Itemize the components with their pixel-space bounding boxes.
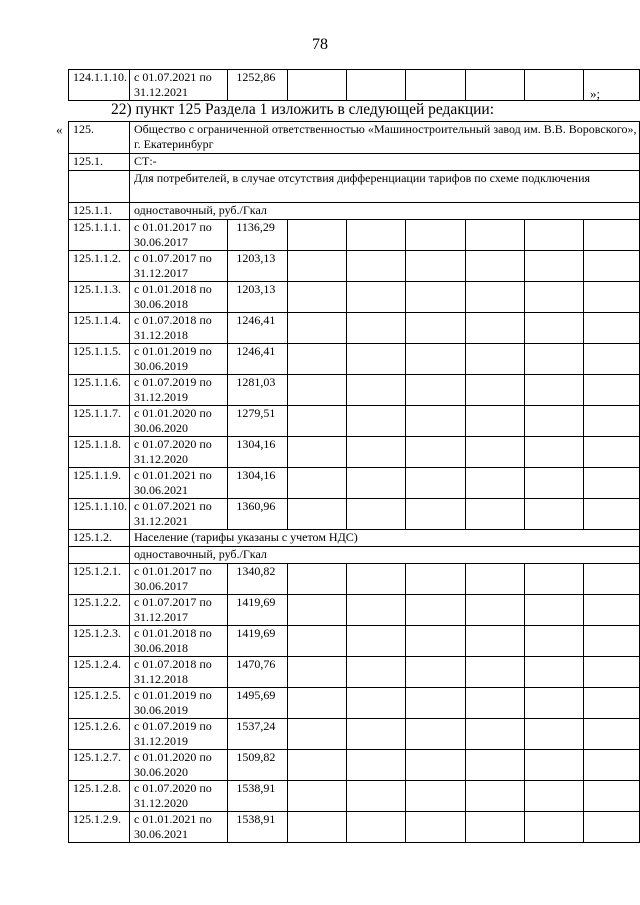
- empty-cell: [583, 344, 639, 375]
- empty-cell: [288, 375, 347, 406]
- empty-cell: [406, 406, 465, 437]
- period-cell: с 01.07.2021 по 31.12.2021: [130, 70, 228, 101]
- single-rate-row: [69, 547, 640, 564]
- empty-cell: [465, 437, 524, 468]
- row-number: 125.1.1.: [69, 203, 130, 220]
- empty-cell: [406, 375, 465, 406]
- table-row: [69, 468, 640, 499]
- row-number: 125.1.1.4.: [69, 313, 130, 344]
- empty-cell: [288, 812, 347, 843]
- empty-cell: [406, 220, 465, 251]
- empty-cell: [524, 282, 583, 313]
- empty-cell: [465, 595, 524, 626]
- tariff-value: 1203,13: [228, 282, 288, 313]
- table-row: [69, 437, 640, 468]
- empty-cell: [347, 812, 406, 843]
- empty-cell: [288, 437, 347, 468]
- row-number: 125.1.2.2.: [69, 595, 130, 626]
- empty-cell: [347, 595, 406, 626]
- empty-cell: [465, 719, 524, 750]
- empty-cell: [288, 781, 347, 812]
- empty-cell: [347, 468, 406, 499]
- empty-cell: [465, 282, 524, 313]
- row-number: 125.1.2.9.: [69, 812, 130, 843]
- period-cell: с 01.01.2018 по 30.06.2018: [130, 626, 228, 657]
- empty-cell: [465, 375, 524, 406]
- row-number: 125.1.2.8.: [69, 781, 130, 812]
- empty-cell: [465, 781, 524, 812]
- row-number: 125.1.1.8.: [69, 437, 130, 468]
- period-cell: с 01.01.2021 по 30.06.2021: [130, 812, 228, 843]
- table-row: [69, 626, 640, 657]
- empty-cell: [524, 688, 583, 719]
- single-rate-label: одноставочный, руб./Гкал: [130, 203, 640, 220]
- empty-cell: [288, 313, 347, 344]
- tariff-value: 1538,91: [228, 812, 288, 843]
- empty-cell: [583, 781, 639, 812]
- empty-cell: [406, 282, 465, 313]
- tariff-value: 1470,76: [228, 657, 288, 688]
- row-number: 125.1.1.10.: [69, 499, 130, 530]
- row-number: 125.1.1.5.: [69, 344, 130, 375]
- table-row: [69, 781, 640, 812]
- empty-cell: [583, 719, 639, 750]
- empty-cell: [347, 437, 406, 468]
- empty-cell: [583, 564, 639, 595]
- page-number: 78: [312, 36, 328, 53]
- row-number: 125.1.2.4.: [69, 657, 130, 688]
- empty-cell: [583, 657, 639, 688]
- empty-cell: [406, 626, 465, 657]
- empty-cell: [524, 499, 583, 530]
- empty-cell: [524, 375, 583, 406]
- empty-cell: [288, 688, 347, 719]
- empty-cell: [406, 437, 465, 468]
- empty-cell: [347, 220, 406, 251]
- row-number: 125.1.1.9.: [69, 468, 130, 499]
- system-row: [69, 154, 640, 171]
- empty-cell: [465, 406, 524, 437]
- consumers-label: Для потребителей, в случае отсутствия дифференциации тарифов по схеме подключения: [130, 171, 640, 203]
- period-cell: с 01.01.2017 по 30.06.2017: [130, 220, 228, 251]
- empty-cell: [524, 406, 583, 437]
- period-cell: с 01.01.2020 по 30.06.2020: [130, 406, 228, 437]
- row-number: 125.1.2.: [69, 530, 130, 547]
- empty-cell: [583, 406, 639, 437]
- tariff-value: 1203,13: [228, 251, 288, 282]
- empty-cell: [524, 626, 583, 657]
- empty-cell: [465, 251, 524, 282]
- row-number: 125.1.2.1.: [69, 564, 130, 595]
- period-cell: с 01.07.2020 по 31.12.2020: [130, 437, 228, 468]
- tariff-value: 1136,29: [228, 220, 288, 251]
- period-cell: с 01.01.2017 по 30.06.2017: [130, 564, 228, 595]
- empty-cell: [524, 437, 583, 468]
- empty-cell: [406, 657, 465, 688]
- row-number: 124.1.1.10.: [69, 70, 130, 101]
- single-rate-row: [69, 203, 640, 220]
- empty-cell: [406, 344, 465, 375]
- empty-cell: [288, 564, 347, 595]
- tariff-value: 1304,16: [228, 468, 288, 499]
- empty-cell: [347, 688, 406, 719]
- opening-quote: «: [56, 122, 63, 137]
- tariff-value: 1246,41: [228, 344, 288, 375]
- empty-cell: [465, 750, 524, 781]
- period-cell: с 01.01.2018 по 30.06.2018: [130, 282, 228, 313]
- empty-cell: [465, 499, 524, 530]
- empty-cell: [465, 564, 524, 595]
- empty-cell: [583, 437, 639, 468]
- empty-cell: [583, 220, 639, 251]
- empty-cell: [347, 313, 406, 344]
- tariff-table: [68, 121, 640, 843]
- table-row: [69, 750, 640, 781]
- population-label: Население (тарифы указаны с учетом НДС): [130, 530, 640, 547]
- row-number: 125.1.1.2.: [69, 251, 130, 282]
- empty-cell: [583, 313, 639, 344]
- empty-cell: [465, 812, 524, 843]
- empty-cell: [288, 220, 347, 251]
- period-cell: с 01.07.2017 по 31.12.2017: [130, 595, 228, 626]
- tariff-value: 1252,86: [228, 70, 288, 101]
- organization-row: [69, 122, 640, 154]
- empty-cell: [583, 251, 639, 282]
- table-row: [69, 657, 640, 688]
- empty-cell: [524, 719, 583, 750]
- table-row: [69, 375, 640, 406]
- empty-cell: [288, 499, 347, 530]
- table-row: [69, 595, 640, 626]
- table-row: [69, 406, 640, 437]
- row-number: 125.: [69, 122, 130, 154]
- empty-cell: [524, 657, 583, 688]
- empty-cell: [347, 499, 406, 530]
- table-row: [69, 688, 640, 719]
- empty-cell: [465, 468, 524, 499]
- empty-cell: [583, 595, 639, 626]
- empty-cell: [406, 564, 465, 595]
- population-row: [69, 530, 640, 547]
- row-number: 125.1.1.7.: [69, 406, 130, 437]
- empty-cell: [465, 344, 524, 375]
- tariff-value: 1340,82: [228, 564, 288, 595]
- period-cell: с 01.01.2021 по 30.06.2021: [130, 468, 228, 499]
- empty-cell: [465, 688, 524, 719]
- period-cell: с 01.07.2018 по 31.12.2018: [130, 313, 228, 344]
- empty-cell: [524, 313, 583, 344]
- tariff-value: 1246,41: [228, 313, 288, 344]
- empty-cell: [347, 750, 406, 781]
- organization-name: Общество с ограниченной ответственностью «Машиностроительный завод им. В.В. Воровского», г. Екатеринбург: [130, 122, 640, 154]
- tariff-value: 1304,16: [228, 437, 288, 468]
- empty-cell: [524, 468, 583, 499]
- table-row: [69, 70, 640, 101]
- empty-cell: [288, 626, 347, 657]
- table-row: [69, 344, 640, 375]
- period-cell: с 01.07.2017 по 31.12.2017: [130, 251, 228, 282]
- tariff-value: 1537,24: [228, 719, 288, 750]
- period-cell: с 01.01.2019 по 30.06.2019: [130, 344, 228, 375]
- period-cell: с 01.07.2019 по 31.12.2019: [130, 719, 228, 750]
- empty-cell: [288, 344, 347, 375]
- empty-cell: [583, 750, 639, 781]
- row-number: 125.1.2.3.: [69, 626, 130, 657]
- section-heading: 22) пункт 125 Раздела 1 изложить в следующей редакции:: [111, 101, 495, 118]
- empty-cell: [406, 251, 465, 282]
- tariff-value: 1281,03: [228, 375, 288, 406]
- table-row: [69, 564, 640, 595]
- empty-cell: [347, 626, 406, 657]
- empty-cell: [347, 719, 406, 750]
- tariff-value: 1279,51: [228, 406, 288, 437]
- empty-cell: [406, 781, 465, 812]
- empty-cell: [288, 406, 347, 437]
- consumers-row: [69, 171, 640, 203]
- empty-cell: [288, 251, 347, 282]
- empty-cell: [465, 313, 524, 344]
- tariff-value: 1360,96: [228, 499, 288, 530]
- empty-cell: [406, 468, 465, 499]
- row-number: 125.1.: [69, 154, 130, 171]
- empty-cell: [465, 657, 524, 688]
- empty-cell: [288, 282, 347, 313]
- empty-cell: [406, 750, 465, 781]
- empty-cell: [524, 220, 583, 251]
- empty-cell: [288, 595, 347, 626]
- empty-cell: [347, 251, 406, 282]
- empty-cell: [524, 781, 583, 812]
- empty-cell: [465, 220, 524, 251]
- period-cell: с 01.07.2019 по 31.12.2019: [130, 375, 228, 406]
- empty-cell: [406, 499, 465, 530]
- empty-cell: [347, 282, 406, 313]
- period-cell: с 01.01.2019 по 30.06.2019: [130, 688, 228, 719]
- empty-cell: [347, 406, 406, 437]
- tariff-value: 1419,69: [228, 595, 288, 626]
- empty-cell: [347, 657, 406, 688]
- empty-cell: [583, 282, 639, 313]
- empty-cell: [583, 812, 639, 843]
- empty-cell: [524, 812, 583, 843]
- empty-cell: [288, 657, 347, 688]
- empty-cell: [583, 626, 639, 657]
- row-number: 125.1.1.3.: [69, 282, 130, 313]
- table-row: [69, 719, 640, 750]
- empty-cell: [524, 564, 583, 595]
- empty-cell: [347, 781, 406, 812]
- table-row: [69, 812, 640, 843]
- empty-cell: [288, 750, 347, 781]
- tariff-value: 1495,69: [228, 688, 288, 719]
- empty-cell: [406, 812, 465, 843]
- table-row: [69, 251, 640, 282]
- empty-cell: [583, 688, 639, 719]
- row-number: 125.1.1.6.: [69, 375, 130, 406]
- empty-cell: [583, 468, 639, 499]
- previous-table-fragment: [68, 69, 640, 101]
- empty-cell: [406, 688, 465, 719]
- tariff-value: 1538,91: [228, 781, 288, 812]
- table-row: [69, 220, 640, 251]
- single-rate-label: одноставочный, руб./Гкал: [130, 547, 640, 564]
- table-row: [69, 499, 640, 530]
- empty-cell: [524, 251, 583, 282]
- period-cell: с 01.07.2018 по 31.12.2018: [130, 657, 228, 688]
- table-row: [69, 313, 640, 344]
- empty-cell: [406, 313, 465, 344]
- empty-cell: [288, 468, 347, 499]
- row-number: 125.1.2.5.: [69, 688, 130, 719]
- period-cell: с 01.07.2020 по 31.12.2020: [130, 781, 228, 812]
- closing-quote: »;: [590, 86, 601, 101]
- empty-cell: [524, 344, 583, 375]
- empty-cell: [583, 375, 639, 406]
- empty-cell: [347, 344, 406, 375]
- empty-cell: [583, 499, 639, 530]
- system-label: СТ:-: [130, 154, 640, 171]
- empty-cell: [524, 595, 583, 626]
- empty-cell: [524, 750, 583, 781]
- empty-cell: [347, 375, 406, 406]
- row-number: 125.1.1.1.: [69, 220, 130, 251]
- row-number: 125.1.2.7.: [69, 750, 130, 781]
- empty-cell: [347, 564, 406, 595]
- empty-cell: [288, 719, 347, 750]
- empty-cell: [406, 719, 465, 750]
- tariff-value: 1509,82: [228, 750, 288, 781]
- empty-cell: [465, 626, 524, 657]
- table-row: [69, 282, 640, 313]
- period-cell: с 01.07.2021 по 31.12.2021: [130, 499, 228, 530]
- row-number: 125.1.2.6.: [69, 719, 130, 750]
- empty-cell: [406, 595, 465, 626]
- tariff-value: 1419,69: [228, 626, 288, 657]
- period-cell: с 01.01.2020 по 30.06.2020: [130, 750, 228, 781]
